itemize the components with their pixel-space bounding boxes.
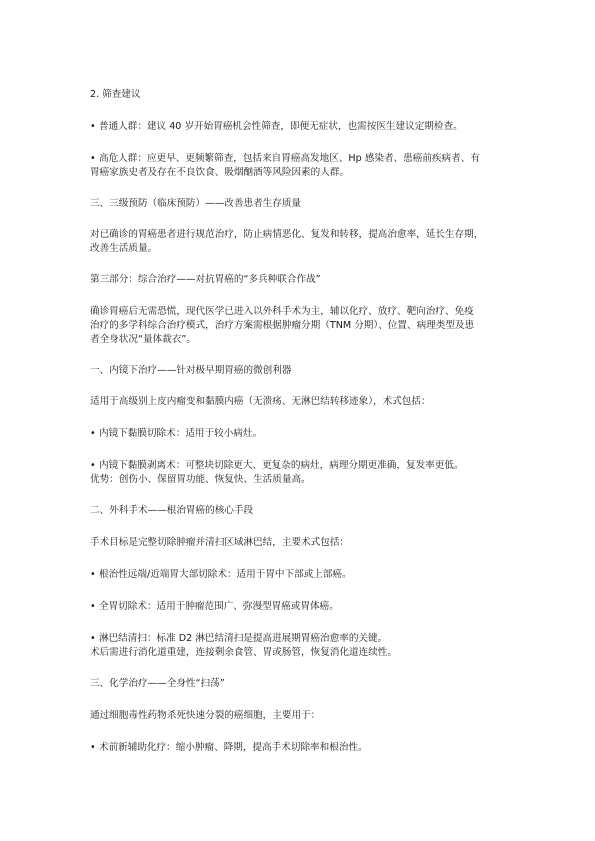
- section-heading: 三、化学治疗——全身性“扫荡”: [90, 678, 225, 689]
- paragraph-line: 治疗的多学科综合治疗模式，治疗方案需根据肿瘤分期（TNM 分期）、位置、病理类型及患: [90, 320, 475, 331]
- paragraph-line: 通过细胞毒性药物杀死快速分裂的癌细胞，主要用于：: [90, 710, 321, 721]
- list-item: • 高危人群：应更早、更频繁筛查，包括来自胃癌高发地区、Hp 感染者、患癌前疾病者、有: [90, 153, 480, 165]
- subsection-heading: 2. 筛查建议: [90, 89, 141, 100]
- paragraph-line: 适用于高级别上皮内瘤变和黏膜内癌（无溃疡、无淋巴结转移迹象），术式包括：: [90, 396, 431, 407]
- list-item: • 全胃切除术：适用于肿瘤范围广、弥漫型胃癌或胃体癌。: [90, 601, 339, 613]
- list-item: • 普通人群：建议 40 岁开始胃癌机会性筛查，即便无症状，也需按医生建议定期检查。: [90, 121, 463, 133]
- list-item: • 根治性远端/近端胃大部切除术：适用于胃中下部或上部癌。: [90, 569, 352, 581]
- list-item: • 内镜下黏膜剥离术：可整块切除更大、更复杂的病灶，病理分期更准确，复发率更低。: [90, 460, 464, 472]
- paragraph-line: 者全身状况“量体裁衣”。: [90, 334, 196, 345]
- paragraph-line: 确诊胃癌后无需恐慌，现代医学已进入以外科手术为主，辅以化疗、放疗、靶向治疗、免疫: [90, 306, 474, 317]
- list-item: • 内镜下黏膜切除术：适用于较小病灶。: [90, 428, 262, 440]
- paragraph-line: 优势：创伤小、保留胃功能、恢复快、生活质量高。: [90, 474, 311, 485]
- paragraph-line: 胃癌家族史者及存在不良饮食、吸烟酗酒等风险因素的人群。: [90, 167, 350, 178]
- list-item: • 术前新辅助化疗：缩小肿瘤、降期，提高手术切除率和根治性。: [90, 742, 368, 754]
- paragraph-line: 改善生活质量。: [90, 243, 158, 254]
- section-heading: 一、内镜下治疗——针对极早期胃癌的微创利器: [90, 365, 292, 376]
- paragraph-line: 对已确诊的胃癌患者进行规范治疗，防止病情恶化、复发和转移，提高治愈率，延长生存期，: [90, 229, 484, 240]
- list-item: • 淋巴结清扫：标准 D2 淋巴结清扫是提高进展期胃癌治愈率的关键。: [90, 633, 387, 645]
- paragraph-line: 术后需进行消化道重建，连接剩余食管、胃或肠管，恢复消化道连续性。: [90, 647, 397, 658]
- paragraph-line: 手术目标是完整切除肿瘤并清扫区域淋巴结，主要术式包括：: [90, 537, 350, 548]
- section-heading: 三、三级预防（临床预防）——改善患者生存质量: [90, 198, 302, 209]
- part-heading: 第三部分：综合治疗——对抗胃癌的“多兵种联合作战”: [90, 274, 321, 285]
- section-heading: 二、外科手术——根治胃癌的核心手段: [90, 505, 254, 516]
